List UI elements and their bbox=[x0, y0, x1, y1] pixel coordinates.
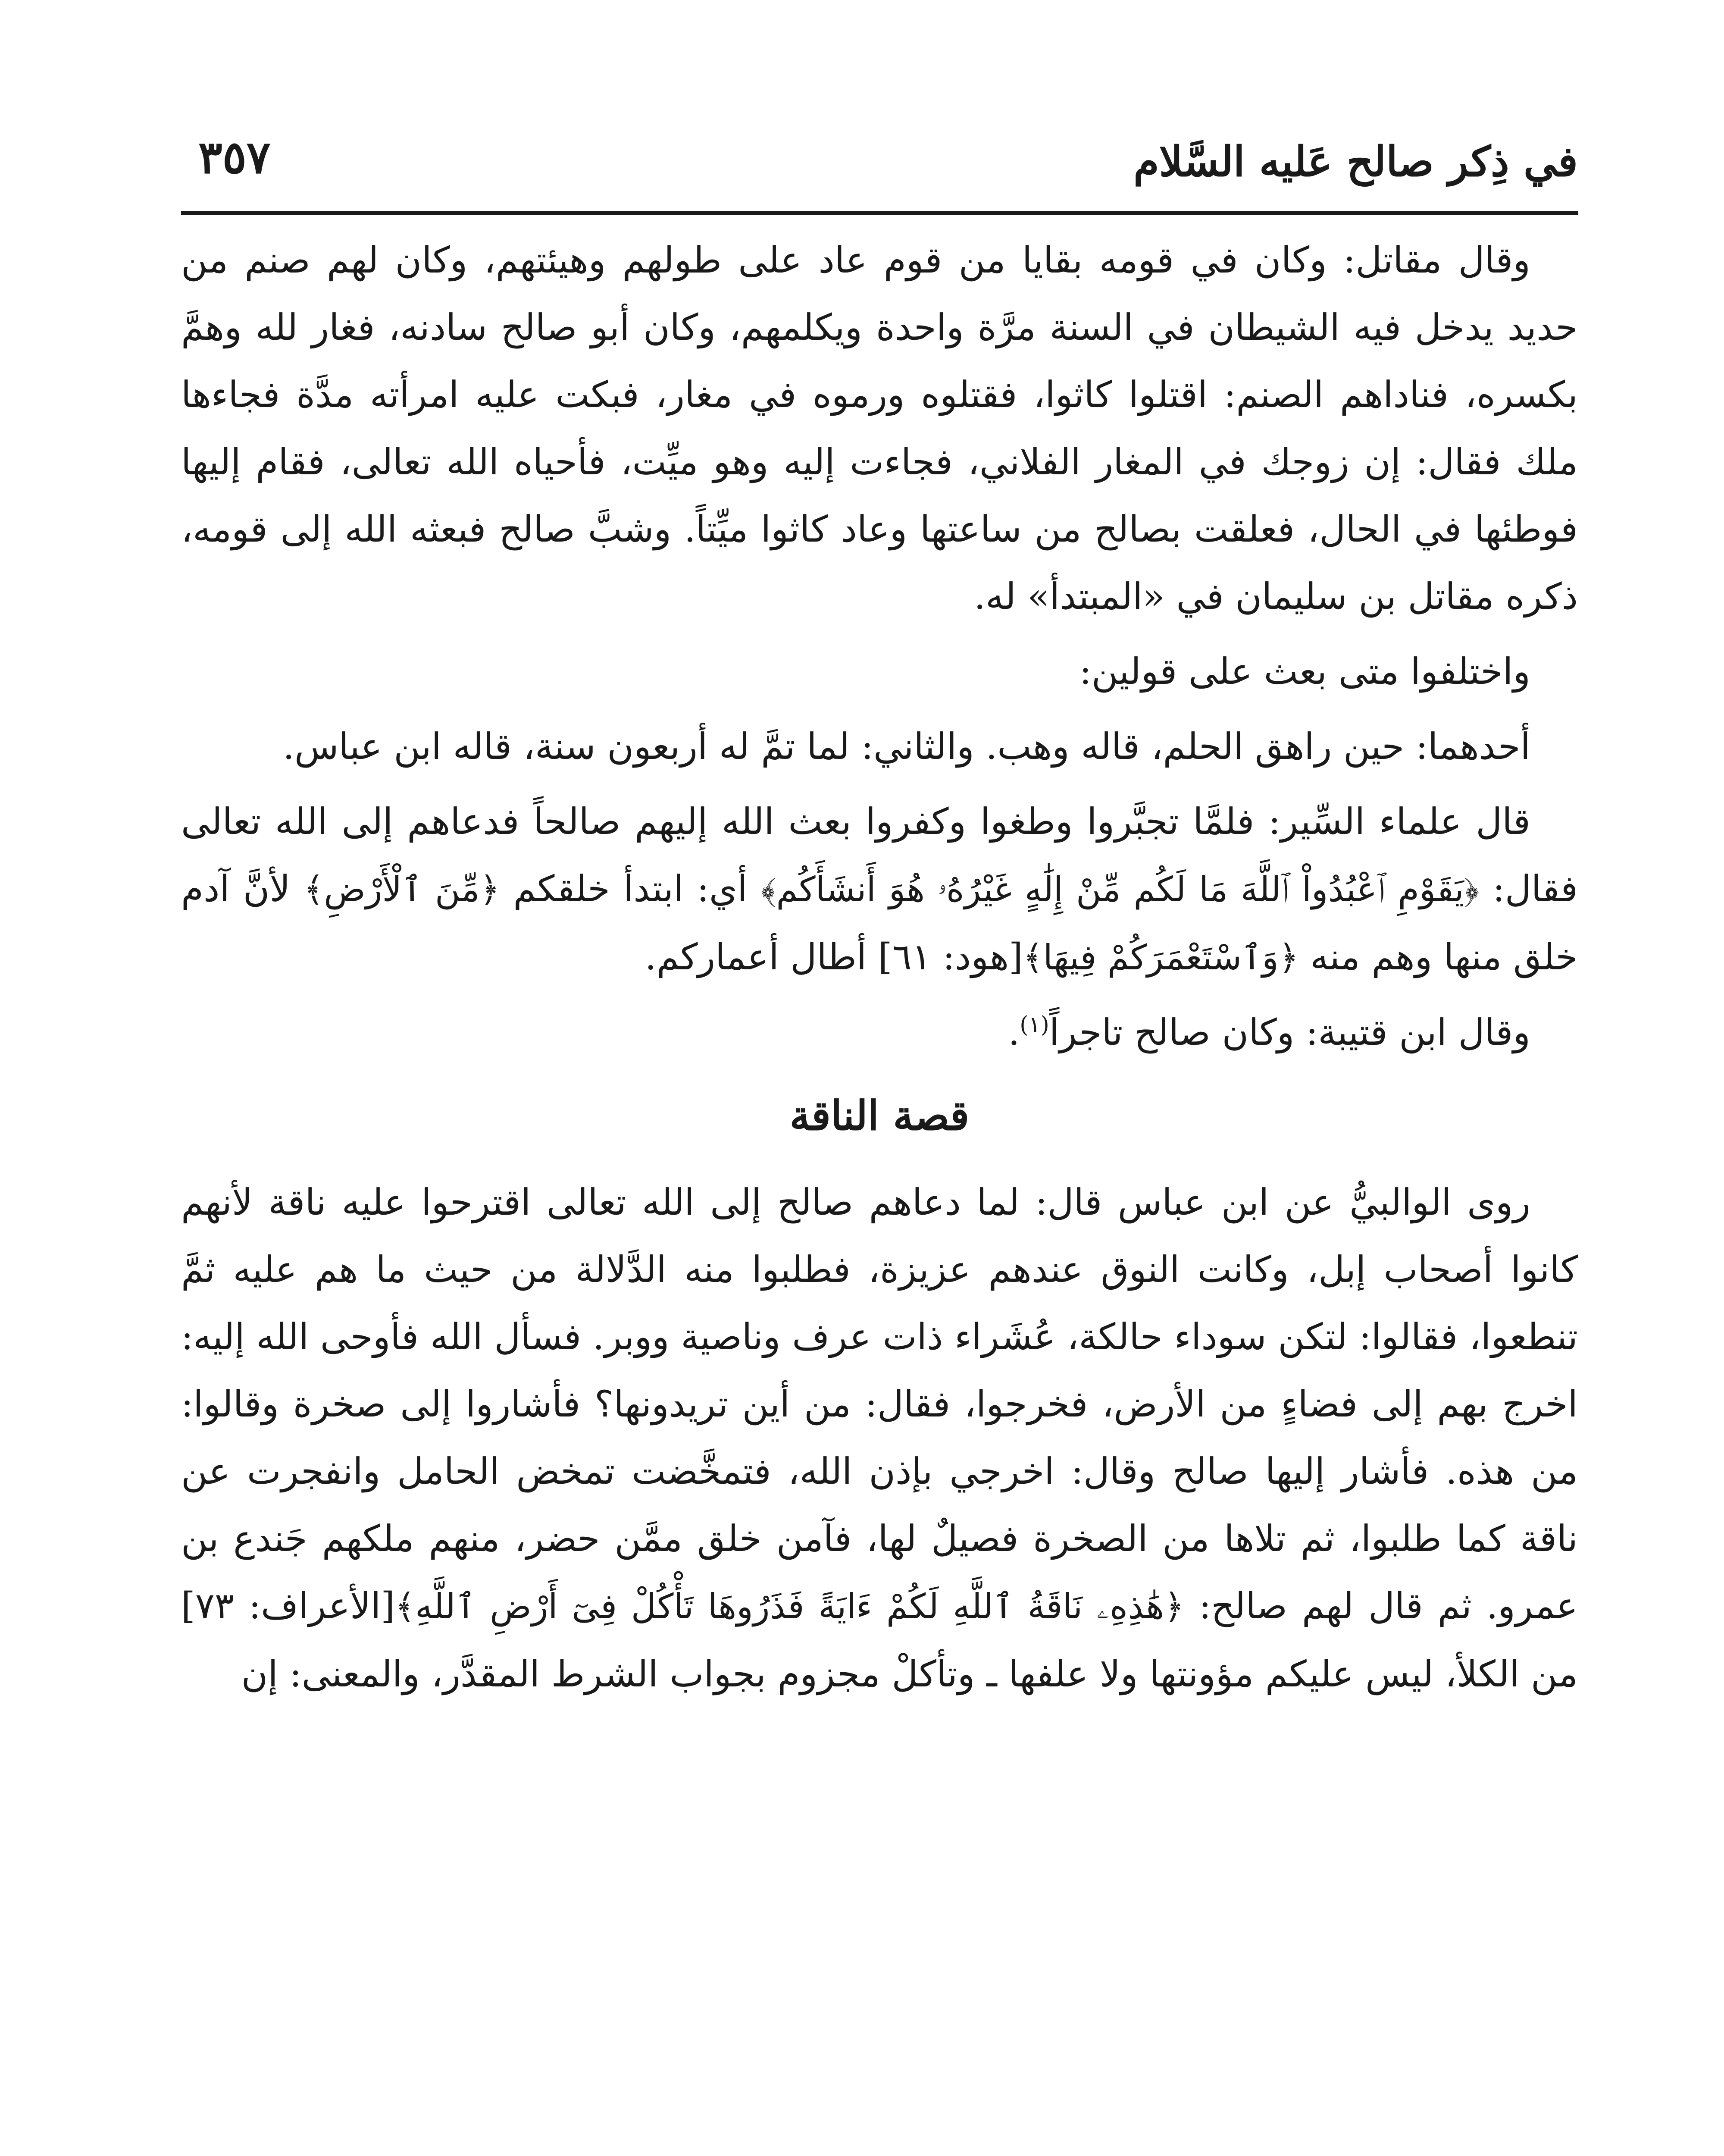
quran-verse: ﴿يَقَوْمِ ٱعْبُدُواْ ٱللَّهَ مَا لَكُم مِّنْ إِلَٰهٍ غَيْرُهُۥ هُوَ أَنشَأَكُم﴾ bbox=[760, 869, 1480, 909]
text-run: أي: ابتدأ خلقكم bbox=[500, 868, 761, 910]
page-number: ٣٥٧ bbox=[198, 131, 271, 184]
paragraph-two-opinions: أحدهما: حين راهق الحلم، قاله وهب. والثاني: لما تمَّ له أربعون سنة، قاله ابن عباس. bbox=[283, 725, 1530, 768]
text-run: [هود: ٦١] أطال أعماركم. bbox=[645, 936, 1023, 978]
book-page bbox=[181, 125, 1578, 2156]
quran-verse: ﴿مِّنَ ٱلْأَرْضِ﴾ bbox=[303, 869, 500, 909]
paragraph-ibn-qutayba bbox=[181, 991, 1578, 1066]
text-run: [الأعراف: ٧٣] من الكلأ، ليس عليكم مؤونتها ولا علفها ـ وتأكلْ مجزوم بجواب الشرط المقدَّر، والمعنى: إن bbox=[181, 1585, 1578, 1695]
quran-verse: ﴿هَٰذِهِۦ نَاقَةُ ٱللَّهِ لَكُمْ ءَايَةً فَذَرُوهَا تَأْكُلْ فِىٓ أَرْضِ ٱللَّهِ﴾ bbox=[395, 1586, 1185, 1626]
section-heading: قصة الناقة bbox=[789, 1092, 970, 1140]
main-text bbox=[181, 226, 1578, 1708]
quran-verse: ﴿وَٱسْتَعْمَرَكُمْ فِيهَا﴾ bbox=[1023, 937, 1299, 978]
paragraph-siyar bbox=[181, 788, 1578, 991]
text-run: قال علماء السِّير: فلمَّا تجبَّروا وطغوا وكفروا بعث الله إليهم صالحاً فدعاهم إلى الله تعالى فقال: bbox=[181, 800, 1578, 910]
text-run: روى الوالبيُّ عن ابن عباس قال: لما دعاهم صالح إلى الله تعالى اقترحوا عليه ناقة لأنهم كانوا أصحاب إبل، وكانت النوق عندهم عزيزة، فطلبوا منه الدَّلالة من حيث ما هم عليه ثمَّ تنطعوا، فقالوا: لتكن سوداء حالكة، عُشَراء ذات عرف وناصية ووبر. فسأل الله فأوحى الله إليه: اخرج بهم إلى فضاءٍ من الأرض، فخرجوا، فقال: من أين تريدونها؟ فأشاروا إلى صخرة وقالوا: من هذه. فأشار إليها صالح وقال: اخرجي بإذن الله، فتمخَّضت تمخض الحامل وانفجرت عن ناقة كما طلبوا، ثم تلاها من الصخرة فصيلٌ لها، فآمن خلق ممَّن حضر، منهم ملكهم جَندع بن عمرو. ثم قال لهم صالح: bbox=[181, 1181, 1578, 1627]
text-run: وقال ابن قتيبة: وكان صالح تاجراً bbox=[1049, 1011, 1530, 1053]
footnote-reference[interactable]: (١) bbox=[1020, 1012, 1049, 1038]
page-header bbox=[181, 125, 1578, 198]
running-title: في ذِكر صالح عَليه السَّلام bbox=[1133, 137, 1578, 186]
text-run: لأنَّ آدم خلق منها وهم منه bbox=[181, 868, 1578, 978]
header-rule bbox=[181, 211, 1578, 215]
text-run: . bbox=[1008, 1011, 1020, 1053]
paragraph-muqatil: وقال مقاتل: وكان في قومه بقايا من قوم عاد على طولهم وهيئتهم، وكان لهم صنم من حديد يدخل فيه الشيطان في السنة مرَّة واحدة ويكلمهم، وكان أبو صالح سادنه، فغار لله وهمَّ بكسره، فناداهم الصنم: اقتلوا كاثوا، فقتلوه ورموه في مغار، فبكت عليه امرأته مدَّة فجاءها ملك فقال: إن زوجك في المغار الفلاني، فجاءت إليه وهو ميِّت، فأحياه الله تعالى، فقام إليها فوطئها في الحال، فعلقت بصالح من ساعتها وعاد كاثوا ميِّتاً. وشبَّ صالح فبعثه الله إلى قومه، ذكره مقاتل بن سليمان في «المبتدأ» له. bbox=[181, 239, 1578, 617]
paragraph-disagreement: واختلفوا متى بعث على قولين: bbox=[1079, 650, 1530, 693]
paragraph-she-camel bbox=[181, 1169, 1578, 1708]
